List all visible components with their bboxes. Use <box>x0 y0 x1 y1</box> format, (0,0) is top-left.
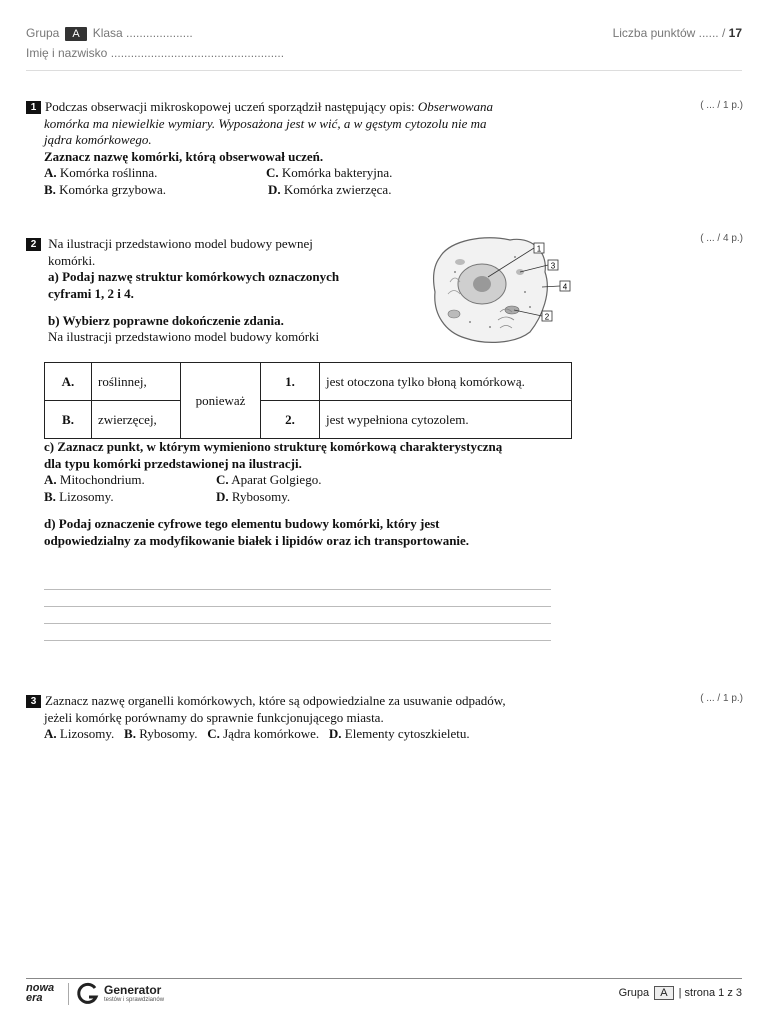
label-2: 2 <box>544 312 550 322</box>
connector-word: ponieważ <box>181 363 261 439</box>
generator-title: Generator <box>104 983 162 997</box>
q1-task: Zaznacz nazwę komórki, którą obserwował uczeń. <box>44 148 324 164</box>
label-3: 3 <box>550 261 556 271</box>
points-summary <box>613 26 742 40</box>
q2-part-b: b) Wybierz poprawne dokończenie zdania. <box>48 313 284 328</box>
option-b-letter[interactable]: B. <box>45 401 92 439</box>
answer-line[interactable] <box>44 589 551 590</box>
q2-c-option-c[interactable]: C. Aparat Golgiego. <box>216 472 322 487</box>
answer-line[interactable] <box>44 623 551 624</box>
answer-table <box>44 362 572 439</box>
question-2 <box>26 236 426 302</box>
question-number-badge: 3 <box>26 695 41 708</box>
label-1: 1 <box>536 244 542 254</box>
q3-option-d[interactable]: D. Elementy cytoszkieletu. <box>328 726 470 741</box>
group-field <box>26 26 193 41</box>
q2-intro: Na ilustracji przedstawiono model budowy pewnej <box>48 236 313 251</box>
label-4: 4 <box>562 282 568 292</box>
question-1 <box>26 99 566 198</box>
name-field: Imię i nazwisko .................................................... <box>26 46 285 60</box>
generator-logo-icon <box>76 982 100 1006</box>
nowa-era-logo: nowa era <box>26 982 55 1004</box>
q2-part-d: d) Podaj oznaczenie cyfrowe tego elementu budowy komórki, który jest odpowiedzialny za modyfikowanie białek i lipidów oraz ich transportowanie. <box>44 516 470 548</box>
question-number-badge: 2 <box>26 238 41 251</box>
answer-line[interactable] <box>44 606 551 607</box>
generator-subtitle: testów i sprawdzianów <box>104 997 165 1003</box>
class-field: Klasa .................... <box>92 26 193 40</box>
q2-c-options <box>44 472 584 505</box>
group-badge: A <box>65 27 86 41</box>
logo-separator <box>68 983 69 1005</box>
page-number: | strona 1 z 3 <box>678 987 742 999</box>
footer-group-badge: A <box>654 986 673 1000</box>
q1-points: ( ... / 1 p.) <box>700 100 743 111</box>
q1-intro: Podczas obserwacji mikroskopowej uczeń sporządził następujący opis: <box>45 99 418 114</box>
question-number-badge: 1 <box>26 101 41 114</box>
option-2-text[interactable]: jest wypełniona cytozolem. <box>320 401 572 439</box>
option-1-text[interactable]: jest otoczona tylko błoną komórkową. <box>320 363 572 401</box>
q2-part-a-line2: cyframi 1, 2 i 4. <box>48 285 134 301</box>
q2-intro-line2: komórki. <box>48 252 96 268</box>
answer-line[interactable] <box>44 640 551 641</box>
header-divider <box>26 70 742 71</box>
footer-page-info: Grupa A | strona 1 z 3 <box>618 987 742 999</box>
option-1-number[interactable]: 1. <box>261 363 320 401</box>
footer-divider <box>26 978 742 979</box>
q3-option-b[interactable]: B. Rybosomy. <box>124 726 198 741</box>
option-a-text[interactable]: roślinnej, <box>92 363 181 401</box>
option-2-number[interactable]: 2. <box>261 401 320 439</box>
q3-points: ( ... / 1 p.) <box>700 693 743 704</box>
q1-quote: Obserwowana <box>417 99 494 114</box>
q3-option-a[interactable]: A. Lizosomy. <box>44 726 115 741</box>
option-a-letter[interactable]: A. <box>45 363 92 401</box>
q3-text-line2: jeżeli komórkę porównamy do sprawnie funkcjonującego miasta. <box>44 709 384 725</box>
points-total: 17 <box>728 26 742 40</box>
q1-quote-line3: jądra komórkowego. <box>44 132 152 147</box>
q2-c-option-a[interactable]: A. Mitochondrium. <box>44 472 145 487</box>
q2-points: ( ... / 4 p.) <box>700 233 743 244</box>
q3-option-c[interactable]: C. Jądra komórkowe. <box>207 726 320 741</box>
question-3 <box>26 693 586 743</box>
q1-option-c[interactable]: C. Komórka bakteryjna. <box>266 165 393 180</box>
q1-options <box>26 165 566 198</box>
q1-quote-line2: komórka ma niewielkie wymiary. Wyposażona jest w wić, a w gęstym cytozolu nie ma <box>44 115 487 131</box>
q2-sentence: Na ilustracji przedstawiono model budowy komórki <box>48 329 320 344</box>
q3-options <box>26 726 586 743</box>
q2-part-a: a) Podaj nazwę struktur komórkowych oznaczonych <box>48 269 340 284</box>
q3-text: Zaznacz nazwę organelli komórkowych, które są odpowiedzialne za usuwanie odpadów, <box>45 693 506 708</box>
q1-option-d[interactable]: D. Komórka zwierzęca. <box>268 181 392 197</box>
cell-illustration <box>430 232 575 347</box>
q2-c-option-b[interactable]: B. Lizosomy. <box>44 488 114 504</box>
points-label: Liczba punktów ...... / <box>612 26 726 40</box>
q1-option-a[interactable]: A. Komórka roślinna. <box>44 165 158 180</box>
option-b-text[interactable]: zwierzęcej, <box>92 401 181 439</box>
q1-option-b[interactable]: B. Komórka grzybowa. <box>44 181 167 197</box>
group-label: Grupa <box>26 26 60 40</box>
q2-c-option-d[interactable]: D. Rybosomy. <box>216 488 291 504</box>
q2-part-c: c) Zaznacz punkt, w którym wymieniono strukturę komórkową charakterystyczną dla typu komórki przedstawionej na ilustracji. A. Mitochondrium. C. Aparat Golgiego. B. Lizosomy. D. Rybosomy. <box>44 439 584 505</box>
